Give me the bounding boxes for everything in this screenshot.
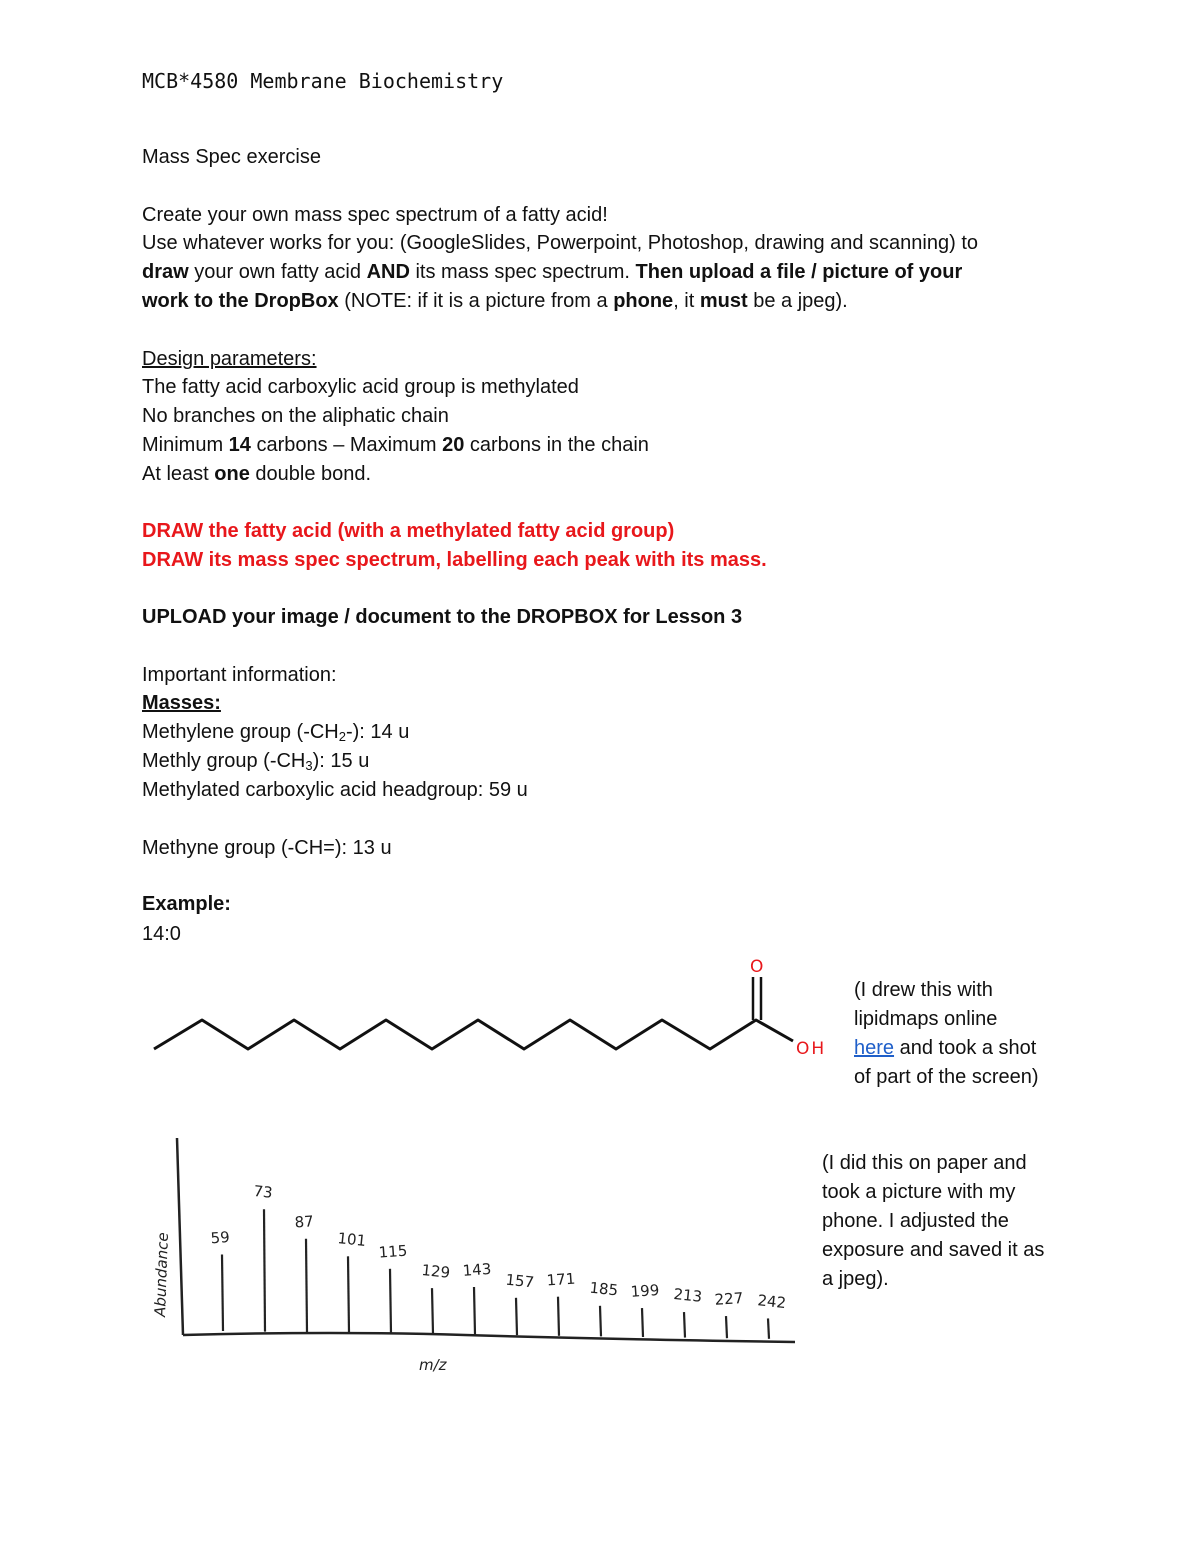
peak-label-199: 199 [630,1280,660,1301]
example-label: 14:0 [142,923,181,945]
structure-note [854,976,1039,1092]
instruction-draw-spectrum: DRAW its mass spec spectrum, labelling each peak with its mass. [142,549,767,571]
max-carbons: 20 [442,434,465,456]
intro-line-4 [142,287,848,316]
note-line: lipidmaps online [854,1008,998,1030]
note-line: (I did this on paper and [822,1152,1027,1174]
text: double bond. [249,463,372,485]
mass-methyl [142,747,369,776]
text: -): 14 u [345,721,410,743]
peak-157 [516,1298,517,1335]
intro-draw: draw [142,261,189,283]
peak-label-73: 73 [252,1182,274,1202]
peak-label-242: 242 [756,1291,788,1313]
peak-label-213: 213 [672,1284,704,1306]
exercise-title: Mass Spec exercise [142,146,321,168]
text: Methylene group (-CH [142,721,339,743]
instruction-draw-acid: DRAW the fatty acid (with a methylated fatty acid group) [142,520,675,542]
y-axis-label: Abundance [151,1232,172,1318]
example-heading: Example: [142,893,231,915]
peak-label-87: 87 [294,1212,315,1232]
intro-upload: Then upload a file / picture of your [635,261,963,283]
intro-line-1: Create your own mass spec spectrum of a fatty acid! [142,204,608,226]
peak-87 [306,1239,307,1333]
course-title: MCB*4580 Membrane Biochemistry [142,69,504,93]
note-line: phone. I adjusted the [822,1210,1009,1232]
design-heading: Design parameters: [142,348,317,370]
text: carbons – Maximum [250,434,443,456]
hydroxyl-label: OH [796,1039,827,1059]
peak-171 [558,1297,559,1336]
peak-185 [600,1306,601,1337]
spectrum-paper [135,1135,805,1385]
text: ): 15 u [312,750,370,772]
peak-115 [390,1269,391,1334]
text: At least [142,463,215,485]
peak-label-171: 171 [546,1269,576,1290]
mass-spectrum [135,1135,805,1385]
note-line: exposure and saved it as [822,1239,1045,1261]
peak-label-157: 157 [504,1270,536,1292]
peak-label-143: 143 [462,1259,492,1280]
note-line: of part of the screen) [854,1066,1039,1088]
intro-dropbox: work to the DropBox [142,290,339,312]
text: and took a shot [894,1037,1037,1059]
x-axis-label: m/z [419,1356,447,1374]
min-carbons: 14 [228,434,251,456]
peak-227 [726,1316,727,1338]
intro-phone: phone [613,290,674,312]
peak-242 [768,1318,769,1338]
instruction-upload: UPLOAD your image / document to the DROPBOX for Lesson 3 [142,606,743,628]
intro-text: , it [673,290,700,312]
mass-methylene [142,718,409,747]
intro-line-2: Use whatever works for you: (GoogleSlides, Powerpoint, Photoshop, drawing and scanning) to [142,232,979,254]
design-param-4 [142,460,371,489]
peak-129 [432,1288,433,1334]
intro-must: must [699,290,748,312]
note-line [854,1034,1039,1063]
peak-101 [348,1256,349,1333]
peak-label-115: 115 [378,1241,408,1262]
info-heading: Important information: [142,664,337,686]
subscript: 2 [338,729,346,744]
text: Methly group (-CH [142,750,306,772]
intro-text: (NOTE: if it is a picture from a [338,290,614,312]
lipidmaps-link[interactable]: here [854,1037,895,1059]
intro-text: be a jpeg). [747,290,848,312]
mass-headgroup: Methylated carboxylic acid headgroup: 59 u [142,779,528,801]
fatty-acid-structure [150,955,840,1070]
double-bond-count: one [214,463,250,485]
note-line: (I drew this with [854,979,993,1001]
design-param-1: The fatty acid carboxylic acid group is methylated [142,376,579,398]
peak-label-59: 59 [210,1228,231,1248]
design-param-2: No branches on the aliphatic chain [142,405,449,427]
design-param-3 [142,431,649,460]
spectrum-note [822,1149,1044,1294]
peak-73 [264,1209,265,1331]
intro-text: your own fatty acid [188,261,367,283]
peak-label-227: 227 [714,1288,744,1309]
peak-213 [684,1312,685,1338]
subscript: 3 [305,758,313,773]
peak-143 [474,1287,475,1335]
intro-text: its mass spec spectrum. [409,261,636,283]
peak-199 [642,1308,643,1337]
text: Minimum [142,434,229,456]
peak-label-129: 129 [420,1260,452,1282]
text: carbons in the chain [464,434,649,456]
intro-line-3 [142,258,962,287]
masses-heading: Masses: [142,692,221,714]
peak-label-185: 185 [588,1278,620,1300]
carbon-chain [154,1020,793,1049]
oxygen-label: O [750,957,764,977]
note-line: a jpeg). [822,1268,889,1290]
note-line: took a picture with my [822,1181,1016,1203]
peak-59 [222,1255,223,1332]
intro-and: AND [366,261,410,283]
mass-methyne: Methyne group (-CH=): 13 u [142,837,392,859]
peak-label-101: 101 [336,1229,368,1251]
